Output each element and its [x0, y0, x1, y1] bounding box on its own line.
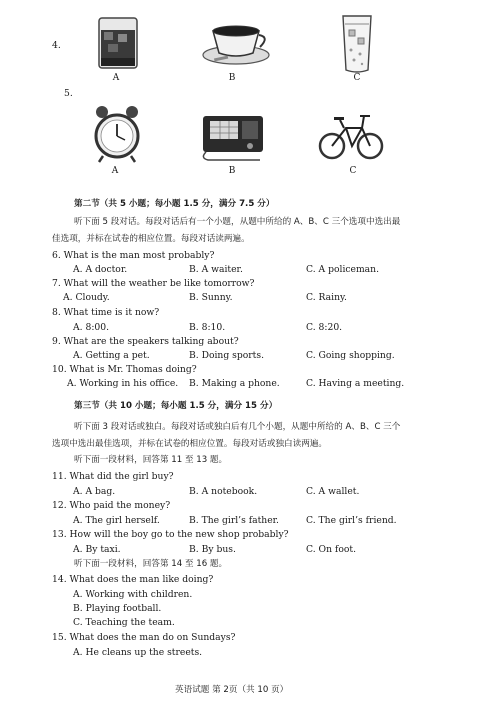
section3-instruction-line1: 听下面 3 段对话或独白。每段对话或独白后有几个小题，从题中所给的 A、B、C 三个 — [74, 422, 401, 432]
option-a: A. 8:00. — [73, 322, 110, 333]
option-b: B. Playing football. — [73, 603, 162, 614]
q4-option-b-label: B — [228, 73, 236, 83]
option-b: B. By bus. — [189, 544, 236, 555]
question-text: 11. What did the girl buy? — [52, 471, 174, 482]
question-text: 14. What does the man like doing? — [52, 574, 214, 585]
radio-icon — [200, 112, 266, 162]
option-c: C. The girl’s friend. — [306, 515, 397, 526]
option-a: A. By taxi. — [73, 544, 121, 555]
question-text: 9. What are the speakers talking about? — [52, 336, 239, 347]
option-c: C. Going shopping. — [306, 350, 395, 361]
option-a: A. The girl herself. — [73, 515, 160, 526]
option-c: C. On foot. — [306, 544, 356, 555]
option-c: C. Teaching the team. — [73, 617, 175, 628]
q5-option-b-label: B — [228, 166, 236, 176]
question-text: 15. What does the man do on Sundays? — [52, 632, 236, 643]
option-a: A. He cleans up the streets. — [73, 647, 203, 658]
glass-of-soda-icon — [340, 14, 374, 74]
option-a: A. A doctor. — [73, 264, 128, 275]
option-b: B. A waiter. — [189, 264, 243, 275]
option-c: C. 8:20. — [306, 322, 343, 333]
option-b: B. Sunny. — [189, 292, 233, 303]
section3-instruction-line2: 选项中选出最佳选项，并标在试卷的相应位置。每段对话或独白读两遍。 — [52, 439, 328, 449]
option-a: A. Working in his office. — [67, 378, 179, 389]
q4-number: 4. — [52, 40, 61, 51]
option-b: B. A notebook. — [189, 486, 258, 497]
q5-option-a-label: A — [111, 166, 119, 176]
option-a: A. Working with children. — [73, 589, 193, 600]
option-c: C. Having a meeting. — [306, 378, 405, 389]
question-text: 13. How will the boy go to the new shop probably? — [52, 529, 289, 540]
glass-of-iced-tea-icon — [96, 14, 140, 72]
section2-instruction-line1: 听下面 5 段对话。每段对话后有一个小题，从题中所给的 A、B、C 三个选项中选出最 — [74, 217, 401, 227]
question-text: 8. What time is it now? — [52, 307, 160, 318]
listening-prompt-11-13: 听下面一段材料，回答第 11 至 13 题。 — [74, 455, 228, 465]
option-a: A. Cloudy. — [63, 292, 110, 303]
listening-prompt-14-16: 听下面一段材料，回答第 14 至 16 题。 — [74, 559, 228, 569]
option-b: B. Making a phone. — [189, 378, 280, 389]
q4-option-a-label: A — [112, 73, 120, 83]
option-b: B. Doing sports. — [189, 350, 264, 361]
option-b: B. The girl’s father. — [189, 515, 279, 526]
question-text: 6. What is the man most probably? — [52, 250, 215, 261]
question-text: 7. What will the weather be like tomorrow? — [52, 278, 255, 289]
question-text: 10. What is Mr. Thomas doing? — [52, 364, 197, 375]
option-c: C. A wallet. — [306, 486, 360, 497]
section3-title: 第三节（共 10 小题；每小题 1.5 分，满分 15 分） — [74, 401, 278, 411]
section2-instruction-line2: 佳选项，并标在试卷的相应位置。每段对话读两遍。 — [52, 234, 250, 244]
page-footer: 英语试题 第 2页（共 10 页） — [175, 685, 289, 695]
section2-title: 第二节（共 5 小题；每小题 1.5 分，满分 7.5 分） — [74, 199, 275, 209]
option-a: A. A bag. — [73, 486, 116, 497]
option-b: B. 8:10. — [189, 322, 226, 333]
q5-option-c-label: C — [349, 166, 357, 176]
question-text: 12. Who paid the money? — [52, 500, 171, 511]
option-c: C. A policeman. — [306, 264, 379, 275]
bicycle-icon — [318, 110, 384, 162]
option-a: A. Getting a pet. — [73, 350, 150, 361]
option-c: C. Rainy. — [306, 292, 347, 303]
q5-number: 5. — [64, 88, 73, 99]
q4-option-c-label: C — [353, 73, 361, 83]
coffee-cup-icon — [200, 17, 272, 67]
alarm-clock-icon — [93, 104, 141, 164]
